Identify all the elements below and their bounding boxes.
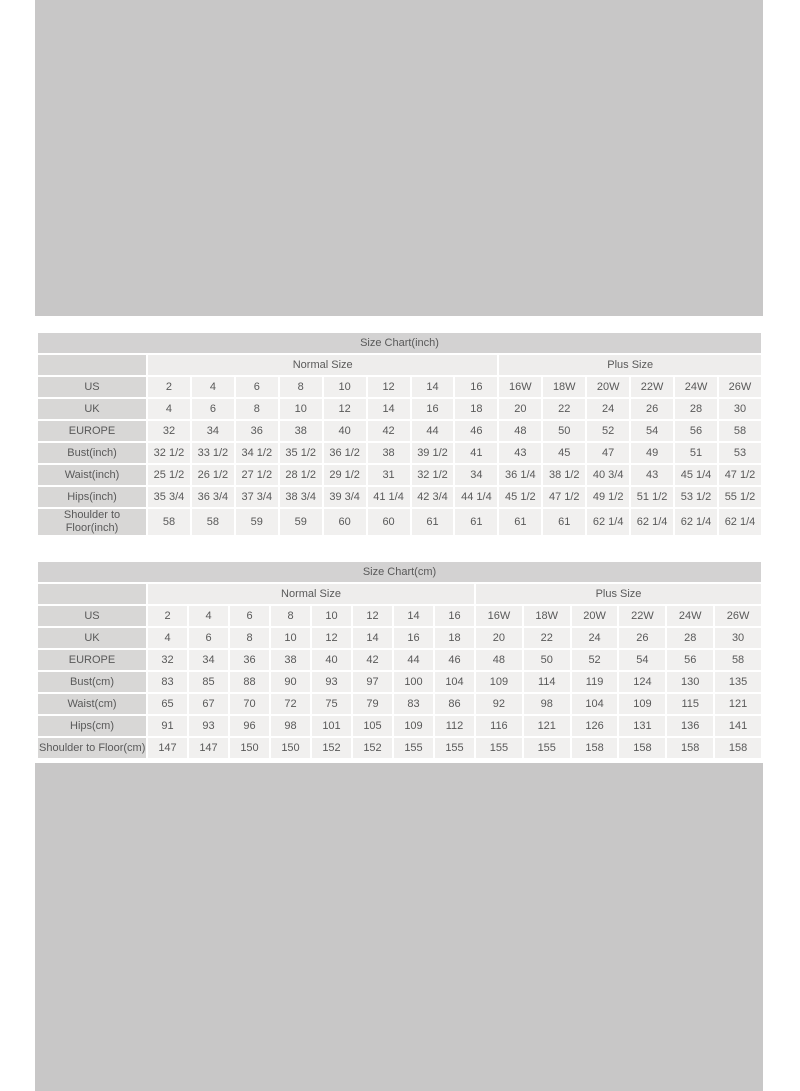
size-value-cell: 10 [312, 606, 351, 626]
size-value-cell: 16 [455, 377, 497, 397]
size-value-cell: 28 [675, 399, 717, 419]
size-value-cell: 62 1/4 [631, 509, 673, 535]
size-value-cell: 24 [587, 399, 629, 419]
size-value-cell: 31 [368, 465, 410, 485]
size-value-cell: 131 [619, 716, 665, 736]
row-label: Bust(cm) [38, 672, 146, 692]
table-row [38, 443, 761, 463]
size-value-cell: 12 [368, 377, 410, 397]
size-value-cell: 41 [455, 443, 497, 463]
table-title: Size Chart(cm) [38, 562, 761, 582]
size-value-cell: 49 1/2 [587, 487, 629, 507]
size-value-cell: 126 [572, 716, 618, 736]
size-value-cell: 6 [192, 399, 234, 419]
size-value-cell: 53 1/2 [675, 487, 717, 507]
size-value-cell: 72 [271, 694, 310, 714]
size-value-cell: 97 [353, 672, 392, 692]
size-value-cell: 150 [271, 738, 310, 758]
row-label: UK [38, 628, 146, 648]
size-value-cell: 109 [394, 716, 433, 736]
size-value-cell: 26W [715, 606, 761, 626]
size-value-cell: 40 3/4 [587, 465, 629, 485]
size-value-cell: 55 1/2 [719, 487, 761, 507]
normal-size-header: Normal Size [148, 355, 497, 375]
size-value-cell: 46 [435, 650, 474, 670]
size-value-cell: 59 [280, 509, 322, 535]
size-value-cell: 141 [715, 716, 761, 736]
table-row [38, 716, 761, 736]
size-value-cell: 36 1/4 [499, 465, 541, 485]
size-value-cell: 4 [189, 606, 228, 626]
size-value-cell: 61 [499, 509, 541, 535]
row-label: EUROPE [38, 650, 146, 670]
size-value-cell: 88 [230, 672, 269, 692]
table-row [38, 650, 761, 670]
size-value-cell: 65 [148, 694, 187, 714]
row-label: Hips(inch) [38, 487, 146, 507]
corner-cell [38, 584, 146, 604]
size-value-cell: 2 [148, 606, 187, 626]
size-value-cell: 29 1/2 [324, 465, 366, 485]
size-value-cell: 100 [394, 672, 433, 692]
size-value-cell: 121 [715, 694, 761, 714]
size-value-cell: 58 [148, 509, 190, 535]
size-value-cell: 24W [675, 377, 717, 397]
size-value-cell: 93 [312, 672, 351, 692]
size-value-cell: 152 [353, 738, 392, 758]
size-value-cell: 39 3/4 [324, 487, 366, 507]
size-value-cell: 104 [572, 694, 618, 714]
size-value-cell: 16 [435, 606, 474, 626]
size-value-cell: 35 3/4 [148, 487, 190, 507]
size-value-cell: 4 [192, 377, 234, 397]
row-label: US [38, 606, 146, 626]
size-value-cell: 124 [619, 672, 665, 692]
size-value-cell: 59 [236, 509, 278, 535]
size-value-cell: 54 [631, 421, 673, 441]
size-value-cell: 6 [236, 377, 278, 397]
size-value-cell: 70 [230, 694, 269, 714]
size-value-cell: 20W [572, 606, 618, 626]
size-value-cell: 45 1/4 [675, 465, 717, 485]
size-value-cell: 42 3/4 [412, 487, 454, 507]
size-value-cell: 8 [280, 377, 322, 397]
size-value-cell: 28 1/2 [280, 465, 322, 485]
size-value-cell: 32 1/2 [412, 465, 454, 485]
table-row [38, 487, 761, 507]
size-value-cell: 10 [324, 377, 366, 397]
size-value-cell: 50 [543, 421, 585, 441]
size-value-cell: 8 [271, 606, 310, 626]
size-value-cell: 56 [675, 421, 717, 441]
table-title-row [38, 562, 761, 582]
size-value-cell: 4 [148, 628, 187, 648]
size-value-cell: 152 [312, 738, 351, 758]
size-value-cell: 30 [715, 628, 761, 648]
size-value-cell: 12 [353, 606, 392, 626]
size-value-cell: 60 [368, 509, 410, 535]
size-value-cell: 90 [271, 672, 310, 692]
size-value-cell: 44 1/4 [455, 487, 497, 507]
size-value-cell: 42 [368, 421, 410, 441]
size-value-cell: 33 1/2 [192, 443, 234, 463]
table-title-row [38, 333, 761, 353]
size-value-cell: 38 [280, 421, 322, 441]
size-value-cell: 61 [543, 509, 585, 535]
size-value-cell: 52 [572, 650, 618, 670]
size-value-cell: 40 [324, 421, 366, 441]
size-value-cell: 51 1/2 [631, 487, 673, 507]
size-value-cell: 38 [368, 443, 410, 463]
size-value-cell: 109 [619, 694, 665, 714]
size-value-cell: 16W [476, 606, 522, 626]
size-value-cell: 91 [148, 716, 187, 736]
size-value-cell: 83 [394, 694, 433, 714]
size-value-cell: 136 [667, 716, 713, 736]
size-value-cell: 26 [619, 628, 665, 648]
size-value-cell: 12 [324, 399, 366, 419]
table-row [38, 738, 761, 758]
size-value-cell: 8 [230, 628, 269, 648]
size-value-cell: 41 1/4 [368, 487, 410, 507]
size-chart-inch-table [36, 331, 763, 537]
size-value-cell: 22 [543, 399, 585, 419]
table-row [38, 421, 761, 441]
size-value-cell: 32 1/2 [148, 443, 190, 463]
size-value-cell: 2 [148, 377, 190, 397]
size-chart-panel [0, 316, 800, 763]
size-value-cell: 48 [499, 421, 541, 441]
size-value-cell: 34 [192, 421, 234, 441]
size-value-cell: 30 [719, 399, 761, 419]
table-row [38, 694, 761, 714]
size-value-cell: 4 [148, 399, 190, 419]
size-value-cell: 22 [524, 628, 570, 648]
size-value-cell: 22W [619, 606, 665, 626]
size-value-cell: 16W [499, 377, 541, 397]
size-value-cell: 8 [236, 399, 278, 419]
size-value-cell: 18 [435, 628, 474, 648]
size-value-cell: 104 [435, 672, 474, 692]
table-row [38, 377, 761, 397]
size-value-cell: 36 [236, 421, 278, 441]
size-value-cell: 155 [394, 738, 433, 758]
row-label: Shoulder to Floor(cm) [38, 738, 146, 758]
size-value-cell: 62 1/4 [675, 509, 717, 535]
size-value-cell: 98 [271, 716, 310, 736]
size-value-cell: 56 [667, 650, 713, 670]
size-value-cell: 155 [435, 738, 474, 758]
size-value-cell: 67 [189, 694, 228, 714]
column-group-row [38, 355, 761, 375]
size-value-cell: 20W [587, 377, 629, 397]
size-value-cell: 37 3/4 [236, 487, 278, 507]
size-value-cell: 42 [353, 650, 392, 670]
size-value-cell: 26 1/2 [192, 465, 234, 485]
table-row [38, 628, 761, 648]
size-chart-cm-table [36, 560, 763, 760]
size-value-cell: 20 [476, 628, 522, 648]
size-value-cell: 6 [230, 606, 269, 626]
size-value-cell: 6 [189, 628, 228, 648]
size-value-cell: 112 [435, 716, 474, 736]
size-value-cell: 22W [631, 377, 673, 397]
size-value-cell: 10 [271, 628, 310, 648]
size-value-cell: 36 3/4 [192, 487, 234, 507]
plus-size-header: Plus Size [499, 355, 761, 375]
size-value-cell: 54 [619, 650, 665, 670]
size-value-cell: 47 1/2 [543, 487, 585, 507]
size-value-cell: 14 [353, 628, 392, 648]
size-value-cell: 60 [324, 509, 366, 535]
row-label: Shoulder to Floor(inch) [38, 509, 146, 535]
size-value-cell: 109 [476, 672, 522, 692]
size-value-cell: 147 [189, 738, 228, 758]
size-value-cell: 114 [524, 672, 570, 692]
normal-size-header: Normal Size [148, 584, 474, 604]
size-value-cell: 115 [667, 694, 713, 714]
size-value-cell: 20 [499, 399, 541, 419]
size-value-cell: 16 [394, 628, 433, 648]
size-value-cell: 39 1/2 [412, 443, 454, 463]
size-value-cell: 105 [353, 716, 392, 736]
size-value-cell: 158 [715, 738, 761, 758]
size-value-cell: 47 1/2 [719, 465, 761, 485]
size-value-cell: 44 [394, 650, 433, 670]
size-value-cell: 51 [675, 443, 717, 463]
corner-cell [38, 355, 146, 375]
row-label: UK [38, 399, 146, 419]
size-value-cell: 155 [476, 738, 522, 758]
row-label: US [38, 377, 146, 397]
size-value-cell: 85 [189, 672, 228, 692]
row-label: Hips(cm) [38, 716, 146, 736]
size-value-cell: 101 [312, 716, 351, 736]
size-value-cell: 62 1/4 [587, 509, 629, 535]
size-value-cell: 98 [524, 694, 570, 714]
size-value-cell: 92 [476, 694, 522, 714]
size-value-cell: 47 [587, 443, 629, 463]
size-value-cell: 32 [148, 421, 190, 441]
size-value-cell: 26W [719, 377, 761, 397]
size-value-cell: 34 1/2 [236, 443, 278, 463]
size-value-cell: 52 [587, 421, 629, 441]
size-value-cell: 18W [524, 606, 570, 626]
table-title: Size Chart(inch) [38, 333, 761, 353]
size-value-cell: 147 [148, 738, 187, 758]
row-label: Bust(inch) [38, 443, 146, 463]
size-value-cell: 158 [667, 738, 713, 758]
size-value-cell: 36 1/2 [324, 443, 366, 463]
size-value-cell: 158 [572, 738, 618, 758]
size-value-cell: 93 [189, 716, 228, 736]
size-value-cell: 14 [368, 399, 410, 419]
size-value-cell: 121 [524, 716, 570, 736]
size-value-cell: 38 [271, 650, 310, 670]
size-value-cell: 58 [715, 650, 761, 670]
size-value-cell: 50 [524, 650, 570, 670]
size-value-cell: 12 [312, 628, 351, 648]
size-value-cell: 14 [412, 377, 454, 397]
size-value-cell: 130 [667, 672, 713, 692]
size-value-cell: 79 [353, 694, 392, 714]
size-value-cell: 58 [192, 509, 234, 535]
size-value-cell: 75 [312, 694, 351, 714]
size-value-cell: 40 [312, 650, 351, 670]
size-value-cell: 25 1/2 [148, 465, 190, 485]
column-group-row [38, 584, 761, 604]
size-value-cell: 14 [394, 606, 433, 626]
size-value-cell: 83 [148, 672, 187, 692]
size-value-cell: 58 [719, 421, 761, 441]
size-value-cell: 53 [719, 443, 761, 463]
size-value-cell: 32 [148, 650, 187, 670]
size-value-cell: 48 [476, 650, 522, 670]
table-row [38, 606, 761, 626]
size-value-cell: 36 [230, 650, 269, 670]
size-value-cell: 26 [631, 399, 673, 419]
size-value-cell: 28 [667, 628, 713, 648]
size-value-cell: 34 [189, 650, 228, 670]
row-label: EUROPE [38, 421, 146, 441]
size-value-cell: 24 [572, 628, 618, 648]
size-value-cell: 35 1/2 [280, 443, 322, 463]
size-value-cell: 34 [455, 465, 497, 485]
size-value-cell: 135 [715, 672, 761, 692]
size-value-cell: 18 [455, 399, 497, 419]
size-value-cell: 45 [543, 443, 585, 463]
table-row [38, 509, 761, 535]
size-value-cell: 61 [455, 509, 497, 535]
size-value-cell: 43 [499, 443, 541, 463]
size-value-cell: 46 [455, 421, 497, 441]
size-value-cell: 61 [412, 509, 454, 535]
size-value-cell: 116 [476, 716, 522, 736]
size-value-cell: 155 [524, 738, 570, 758]
size-value-cell: 10 [280, 399, 322, 419]
size-value-cell: 43 [631, 465, 673, 485]
size-value-cell: 16 [412, 399, 454, 419]
size-value-cell: 119 [572, 672, 618, 692]
plus-size-header: Plus Size [476, 584, 761, 604]
row-label: Waist(inch) [38, 465, 146, 485]
table-row [38, 672, 761, 692]
size-value-cell: 44 [412, 421, 454, 441]
size-value-cell: 49 [631, 443, 673, 463]
size-value-cell: 96 [230, 716, 269, 736]
size-value-cell: 158 [619, 738, 665, 758]
table-row [38, 465, 761, 485]
size-value-cell: 150 [230, 738, 269, 758]
row-label: Waist(cm) [38, 694, 146, 714]
table-row [38, 399, 761, 419]
size-value-cell: 24W [667, 606, 713, 626]
size-value-cell: 45 1/2 [499, 487, 541, 507]
size-value-cell: 62 1/4 [719, 509, 761, 535]
size-value-cell: 27 1/2 [236, 465, 278, 485]
size-value-cell: 18W [543, 377, 585, 397]
size-value-cell: 38 3/4 [280, 487, 322, 507]
size-value-cell: 38 1/2 [543, 465, 585, 485]
size-value-cell: 86 [435, 694, 474, 714]
